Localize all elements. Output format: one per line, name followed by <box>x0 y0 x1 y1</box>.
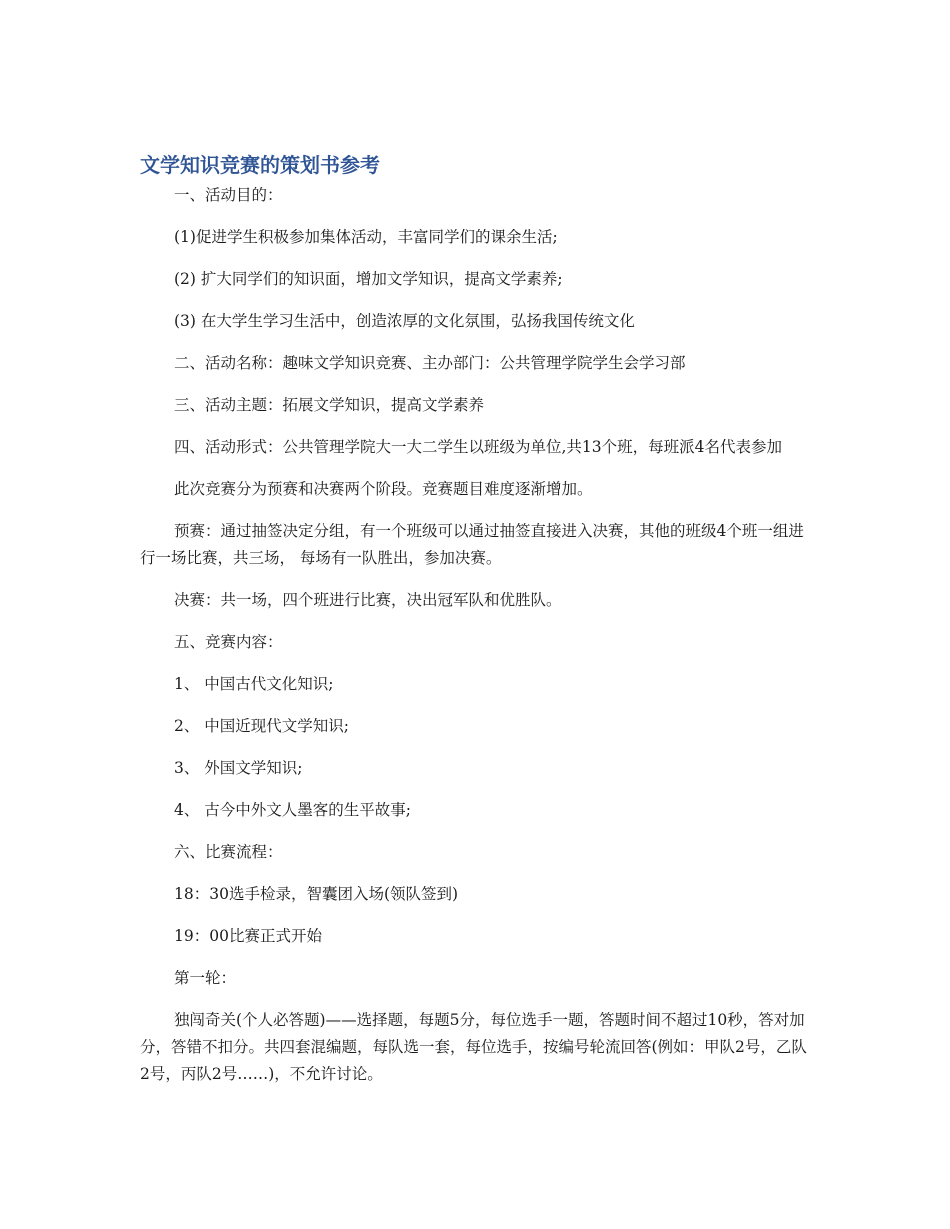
section-heading-purpose: 一、活动目的： <box>174 186 283 204</box>
purpose-item-2: (2) 扩大同学们的知识面，增加文学知识，提高文学素养; <box>174 270 563 288</box>
paragraph-final: 决赛：共一场，四个班进行比赛，决出冠军队和优胜队。 <box>174 591 562 609</box>
content-item-2: 2、 中国近现代文学知识; <box>174 717 350 735</box>
section-heading-content: 五、竞赛内容： <box>174 633 283 651</box>
section-activity-format: 四、活动形式：公共管理学院大一大二学生以班级为单位,共13个班，每班派4名代表参加 <box>174 438 783 456</box>
section-activity-theme: 三、活动主题：拓展文学知识，提高文学素养 <box>174 396 485 414</box>
content-item-3: 3、 外国文学知识; <box>174 759 303 777</box>
round-one-heading: 第一轮： <box>174 969 237 987</box>
content-item-1: 1、 中国古代文化知识; <box>174 675 334 693</box>
round-one-rules: 独闯奇关(个人必答题)——选择题，每题5分，每位选手一题，答题时间不超过10秒，答对加分，答错不扣分。共四套混编题，每队选一套，每位选手，按编号轮流回答(例如：甲队2号，乙队2号，丙队2号……)，不允许讨论。 <box>140 1011 807 1083</box>
paragraph-preliminary: 预赛：通过抽签决定分组，有一个班级可以通过抽签直接进入决赛，其他的班级4个班一组进行一场比赛，共三场， 每场有一队胜出，参加决赛。 <box>140 522 804 567</box>
content-item-4: 4、 古今中外文人墨客的生平故事; <box>174 801 412 819</box>
purpose-item-1: (1)促进学生积极参加集体活动，丰富同学们的课余生活; <box>174 228 558 246</box>
section-activity-name: 二、活动名称：趣味文学知识竞赛、主办部门：公共管理学院学生会学习部 <box>174 354 686 372</box>
schedule-item-checkin: 18：30选手检录，智囊团入场(领队签到) <box>174 885 459 903</box>
document-title: 文学知识竞赛的策划书参考 <box>140 153 380 177</box>
schedule-item-start: 19：00比赛正式开始 <box>174 927 322 945</box>
document-body <box>140 150 808 1103</box>
paragraph-stages: 此次竞赛分为预赛和决赛两个阶段。竞赛题目难度逐渐增加。 <box>174 480 593 498</box>
section-heading-schedule: 六、比赛流程： <box>174 843 283 861</box>
purpose-item-3: (3) 在大学生学习生活中，创造浓厚的文化氛围，弘扬我国传统文化 <box>174 312 635 330</box>
